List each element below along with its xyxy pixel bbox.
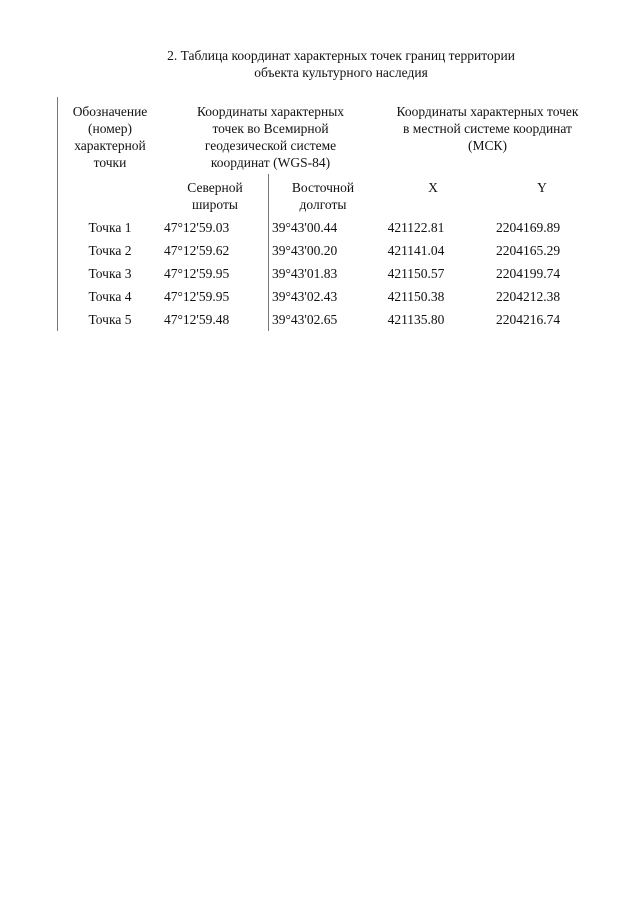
latitude-value: 47°12'59.03 [164,220,230,235]
subheader-latitude: Северной широты [187,180,243,212]
longitude-value: 39°43'01.83 [272,266,338,281]
y-value: 2204199.74 [495,266,561,281]
x-value: 421150.38 [387,289,445,304]
point-name: Точка 3 [88,266,132,281]
table-left-border [57,97,58,331]
latitude-value: 47°12'59.95 [164,289,230,304]
header-wgs84-coordinates: Координаты характерных точек во Всемирной геодезической системе координат (WGS-84) [196,104,345,170]
longitude-value: 39°43'00.44 [272,220,338,235]
title-line-1: 2. Таблица координат характерных точек границ территории [167,48,515,63]
latitude-value: 47°12'59.95 [164,266,230,281]
x-value: 421150.57 [387,266,445,281]
x-value: 421135.80 [387,312,445,327]
title-line-2: объекта культурного наследия [254,65,428,80]
x-value: 421141.04 [387,243,445,258]
point-name: Точка 2 [88,243,132,258]
subheader-longitude: Восточной долготы [291,180,355,212]
point-name: Точка 5 [88,312,132,327]
longitude-value: 39°43'02.65 [272,312,338,327]
y-value: 2204165.29 [495,243,561,258]
document-title [0,47,640,81]
latitude-value: 47°12'59.48 [164,312,230,327]
header-designation: Обозначение (номер) характерной точки [72,104,148,170]
latitude-value: 47°12'59.62 [164,243,230,258]
longitude-value: 39°43'00.20 [272,243,338,258]
point-name: Точка 1 [88,220,132,235]
header-msk-coordinates: Координаты характерных точек в местной системе координат (МСК) [396,104,579,153]
subheader-x: X [428,180,438,195]
subheader-y: Y [537,180,547,195]
table-latlon-divider [268,174,269,331]
y-value: 2204212.38 [495,289,561,304]
point-name: Точка 4 [88,289,132,304]
y-value: 2204169.89 [495,220,561,235]
y-value: 2204216.74 [495,312,561,327]
longitude-value: 39°43'02.43 [272,289,338,304]
x-value: 421122.81 [387,220,445,235]
